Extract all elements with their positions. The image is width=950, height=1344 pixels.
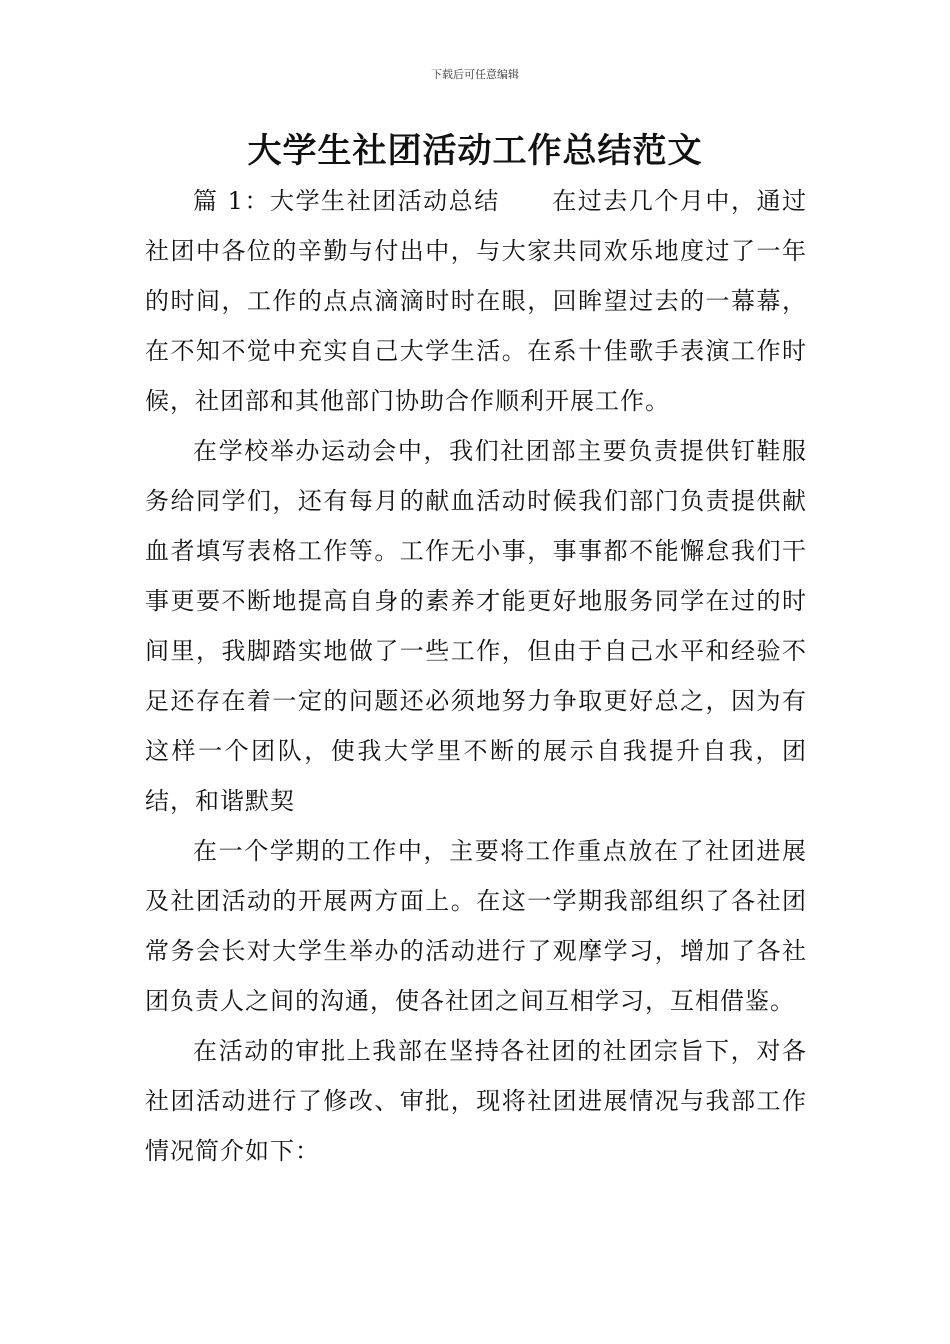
section-heading: 篇 1：大学生社团活动总结 xyxy=(193,187,500,215)
document-body xyxy=(145,176,807,1176)
paragraph-2: 在学校举办运动会中，我们社团部主要负责提供钉鞋服务给同学们，还有每月的献血活动时候我们部门负责提供献血者填写表格工作等。工作无小事，事事都不能懈怠我们干事更要不断地提高自身的素养才能更好地服务同学在过的时间里，我脚踏实地做了一些工作，但由于自己水平和经验不足还存在着一定的问题还必须地努力争取更好总之，因为有这样一个团队，使我大学里不断的展示自我提升自我，团结，和谐默契 xyxy=(145,437,807,815)
header-note: 下载后可任意编辑 xyxy=(431,68,519,81)
paragraph-3: 在一个学期的工作中，主要将工作重点放在了社团进展及社团活动的开展两方面上。在这一学期我部组织了各社团常务会长对大学生举办的活动进行了观摩学习，增加了各社团负责人之间的沟通，使各社团之间互相学习，互相借鉴。 xyxy=(145,837,807,1015)
document-title: 大学生社团活动工作总结范文 xyxy=(247,131,703,171)
paragraph-1 xyxy=(145,176,807,426)
paragraph-4: 在活动的审批上我部在坚持各社团的社团宗旨下，对各社团活动进行了修改、审批，现将社团进展情况与我部工作情况简介如下： xyxy=(145,1037,807,1165)
paragraph-1-text: 在过去几个月中，通过社团中各位的辛勤与付出中，与大家共同欢乐地度过了一年的时间，工作的点点滴滴时时在眼，回眸望过去的一幕幕，在不知不觉中充实自己大学生活。在系十佳歌手表演工作时候，社团部和其他部门协助合作顺利开展工作。 xyxy=(145,187,807,415)
